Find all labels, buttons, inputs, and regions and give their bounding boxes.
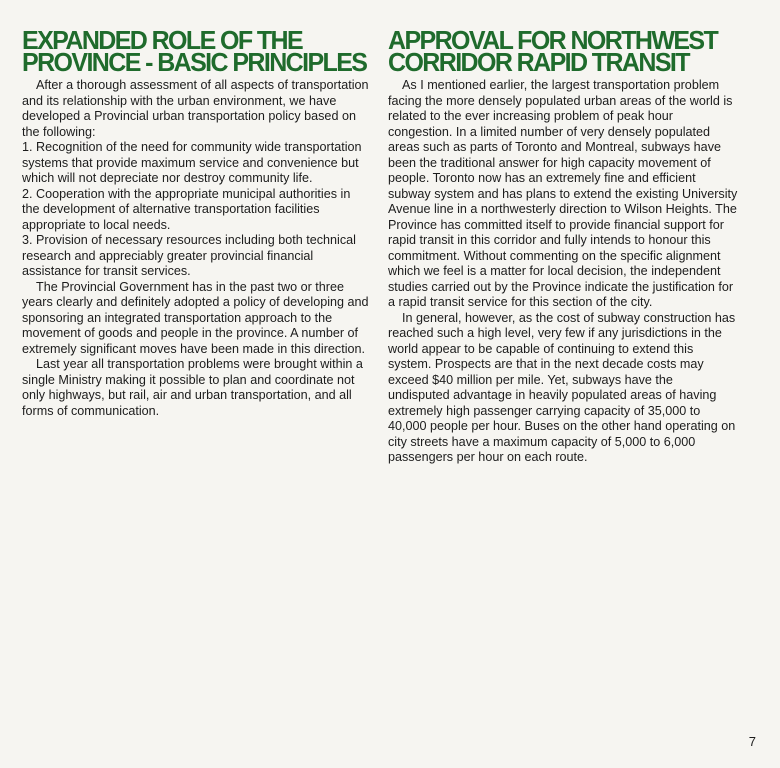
page-number: 7 xyxy=(748,734,756,749)
left-column xyxy=(22,25,370,419)
right-body-text xyxy=(388,78,738,466)
heading-line: APPROVAL FOR NORTHWEST xyxy=(388,25,718,56)
left-body-text xyxy=(22,78,370,419)
paragraph-subway-cost: In general, however, as the cost of subway construction has reached such a high level, very few if any jurisdictions in the world appear to be capable of continuing to extend this system. Prospects are that in the next decade costs may exceed $40 million per mile. Yet, subways have the undisputed advantage in heavily populated areas of having extremely high passenger carrying capacity of 35,000 to 40,000 people per hour. Buses on the other hand operating on city streets have a maximum capacity of 5,000 to 6,000 passengers per hour on each route. xyxy=(388,310,736,464)
heading-line: CORRIDOR RAPID TRANSIT xyxy=(388,47,689,78)
principle-item-3: 3. Provision of necessary resources including both technical research and appreciably greater provincial financial assistance for transit services. xyxy=(22,233,356,278)
paragraph-intro: After a thorough assessment of all aspects of transportation and its relationship with the urban environment, we have developed a Provincial urban transportation policy based on the following: xyxy=(22,78,369,139)
paragraph-provincial-government: The Provincial Government has in the past two or three years clearly and definitely adopted a policy of developing and sponsoring an integrated transportation approach to the movement of goods and people in the province. A number of extremely significant moves have been made in this direction. xyxy=(22,279,369,356)
heading-line: PROVINCE - BASIC PRINCIPLES xyxy=(22,47,367,78)
heading-line: EXPANDED ROLE OF THE xyxy=(22,25,303,56)
paragraph-last-year: Last year all transportation problems were brought within a single Ministry making it possible to plan and coordinate not only highways, but rail, air and urban transportation, and all forms of communication. xyxy=(22,357,363,418)
section-heading-northwest-corridor xyxy=(388,25,738,78)
paragraph-congestion: As I mentioned earlier, the largest transportation problem facing the more densely populated urban areas of the world is related to the ever increasing problem of peak hour congestion. In a limited number of very densely populated areas such as parts of Toronto and Montreal, subways have been the traditional answer for high capacity movement of people. Toronto now has an extremely fine and efficient subway system and has plans to extend the existing University Avenue line in a northwesterly direction to Wilson Heights. The Province has committed itself to provide financial support for rapid transit in this corridor and fully intends to honour this commitment. Without commenting on the specific alignment which we feel is a matter for local decision, the independent studies carried out by the Province indicate the justification for a rapid transit service for this section of the city. xyxy=(388,78,738,309)
principle-item-1: 1. Recognition of the need for community wide transportation systems that provide maximum service and convenience but which will not depreciate nor destroy community life. xyxy=(22,140,362,185)
section-heading-expanded-role xyxy=(22,25,370,78)
right-column xyxy=(388,25,738,466)
principle-item-2: 2. Cooperation with the appropriate municipal authorities in the development of alternative transportation facilities appropriate to local needs. xyxy=(22,186,351,232)
